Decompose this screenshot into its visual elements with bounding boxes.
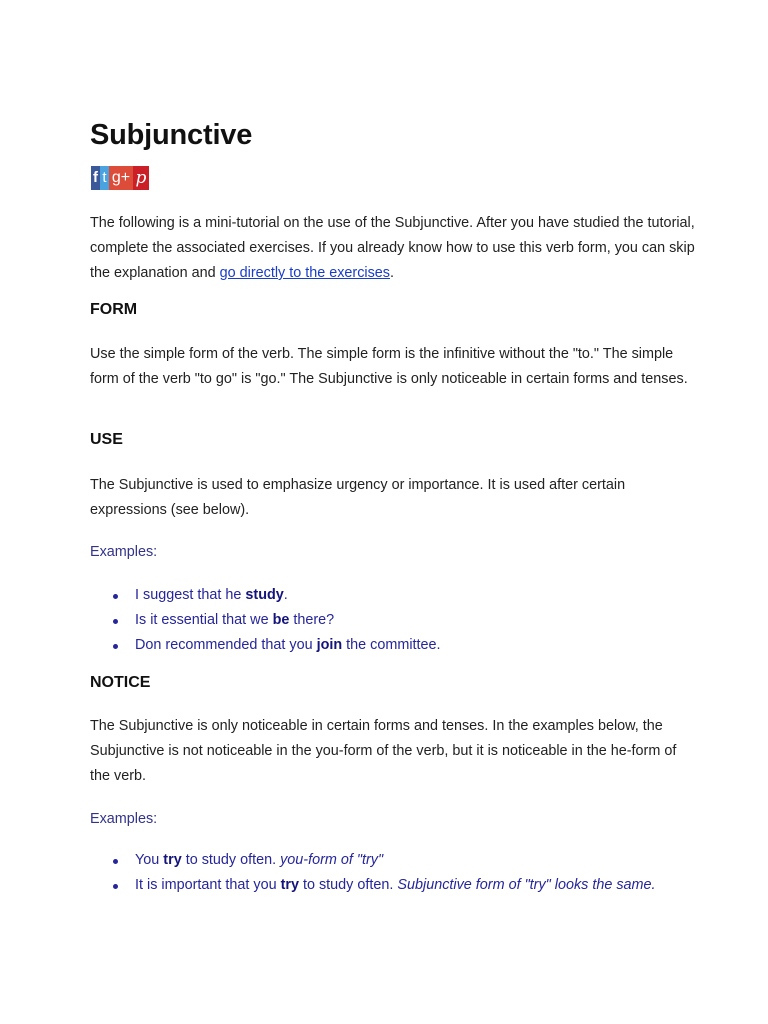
form-heading: FORM [90, 301, 138, 318]
use-examples-label: Examples: [90, 544, 158, 560]
facebook-icon[interactable]: f [91, 166, 100, 190]
pinterest-icon[interactable]: p [133, 166, 149, 190]
use-paragraph: The Subjunctive is used to emphasize urgency or importance. It is used after certain expressions (see below). [90, 477, 626, 518]
intro-end: . [390, 265, 394, 281]
twitter-icon[interactable]: t [100, 166, 109, 190]
exercises-link[interactable]: go directly to the exercises [219, 265, 390, 281]
form-paragraph: Use the simple form of the verb. The simple form is the infinitive without the "to." The simple form of the verb "to go" is "go." The Subjunctive is only noticeable in certain forms and tenses. [90, 346, 688, 387]
list-item: Don recommended that you join the committee. [90, 633, 700, 658]
page-title: Subjunctive [90, 119, 253, 151]
list-item: Is it essential that we be there? [90, 608, 700, 633]
intro-text: The following is a mini-tutorial on the use of the Subjunctive. After you have studied the tutorial, complete the associated exercises. If you already know how to use this verb form, you can skip the explanation and [90, 215, 695, 281]
use-examples-list [90, 583, 700, 658]
notice-examples-label: Examples: [90, 811, 158, 827]
list-item: You try to study often. you-form of "try" [90, 848, 700, 873]
notice-examples-list [90, 848, 700, 898]
notice-heading: NOTICE [90, 674, 151, 691]
list-item: I suggest that he study. [90, 583, 700, 608]
social-share-bar [91, 166, 149, 190]
use-heading: USE [90, 431, 123, 448]
notice-paragraph: The Subjunctive is only noticeable in certain forms and tenses. In the examples below, the Subjunctive is not noticeable in the you-form of the verb, but it is noticeable in the he-form of the verb. [90, 718, 677, 784]
list-item: It is important that you try to study often. Subjunctive form of "try" looks the same. [90, 873, 700, 898]
intro-paragraph [90, 211, 695, 286]
google-plus-icon[interactable]: g+ [109, 166, 133, 190]
